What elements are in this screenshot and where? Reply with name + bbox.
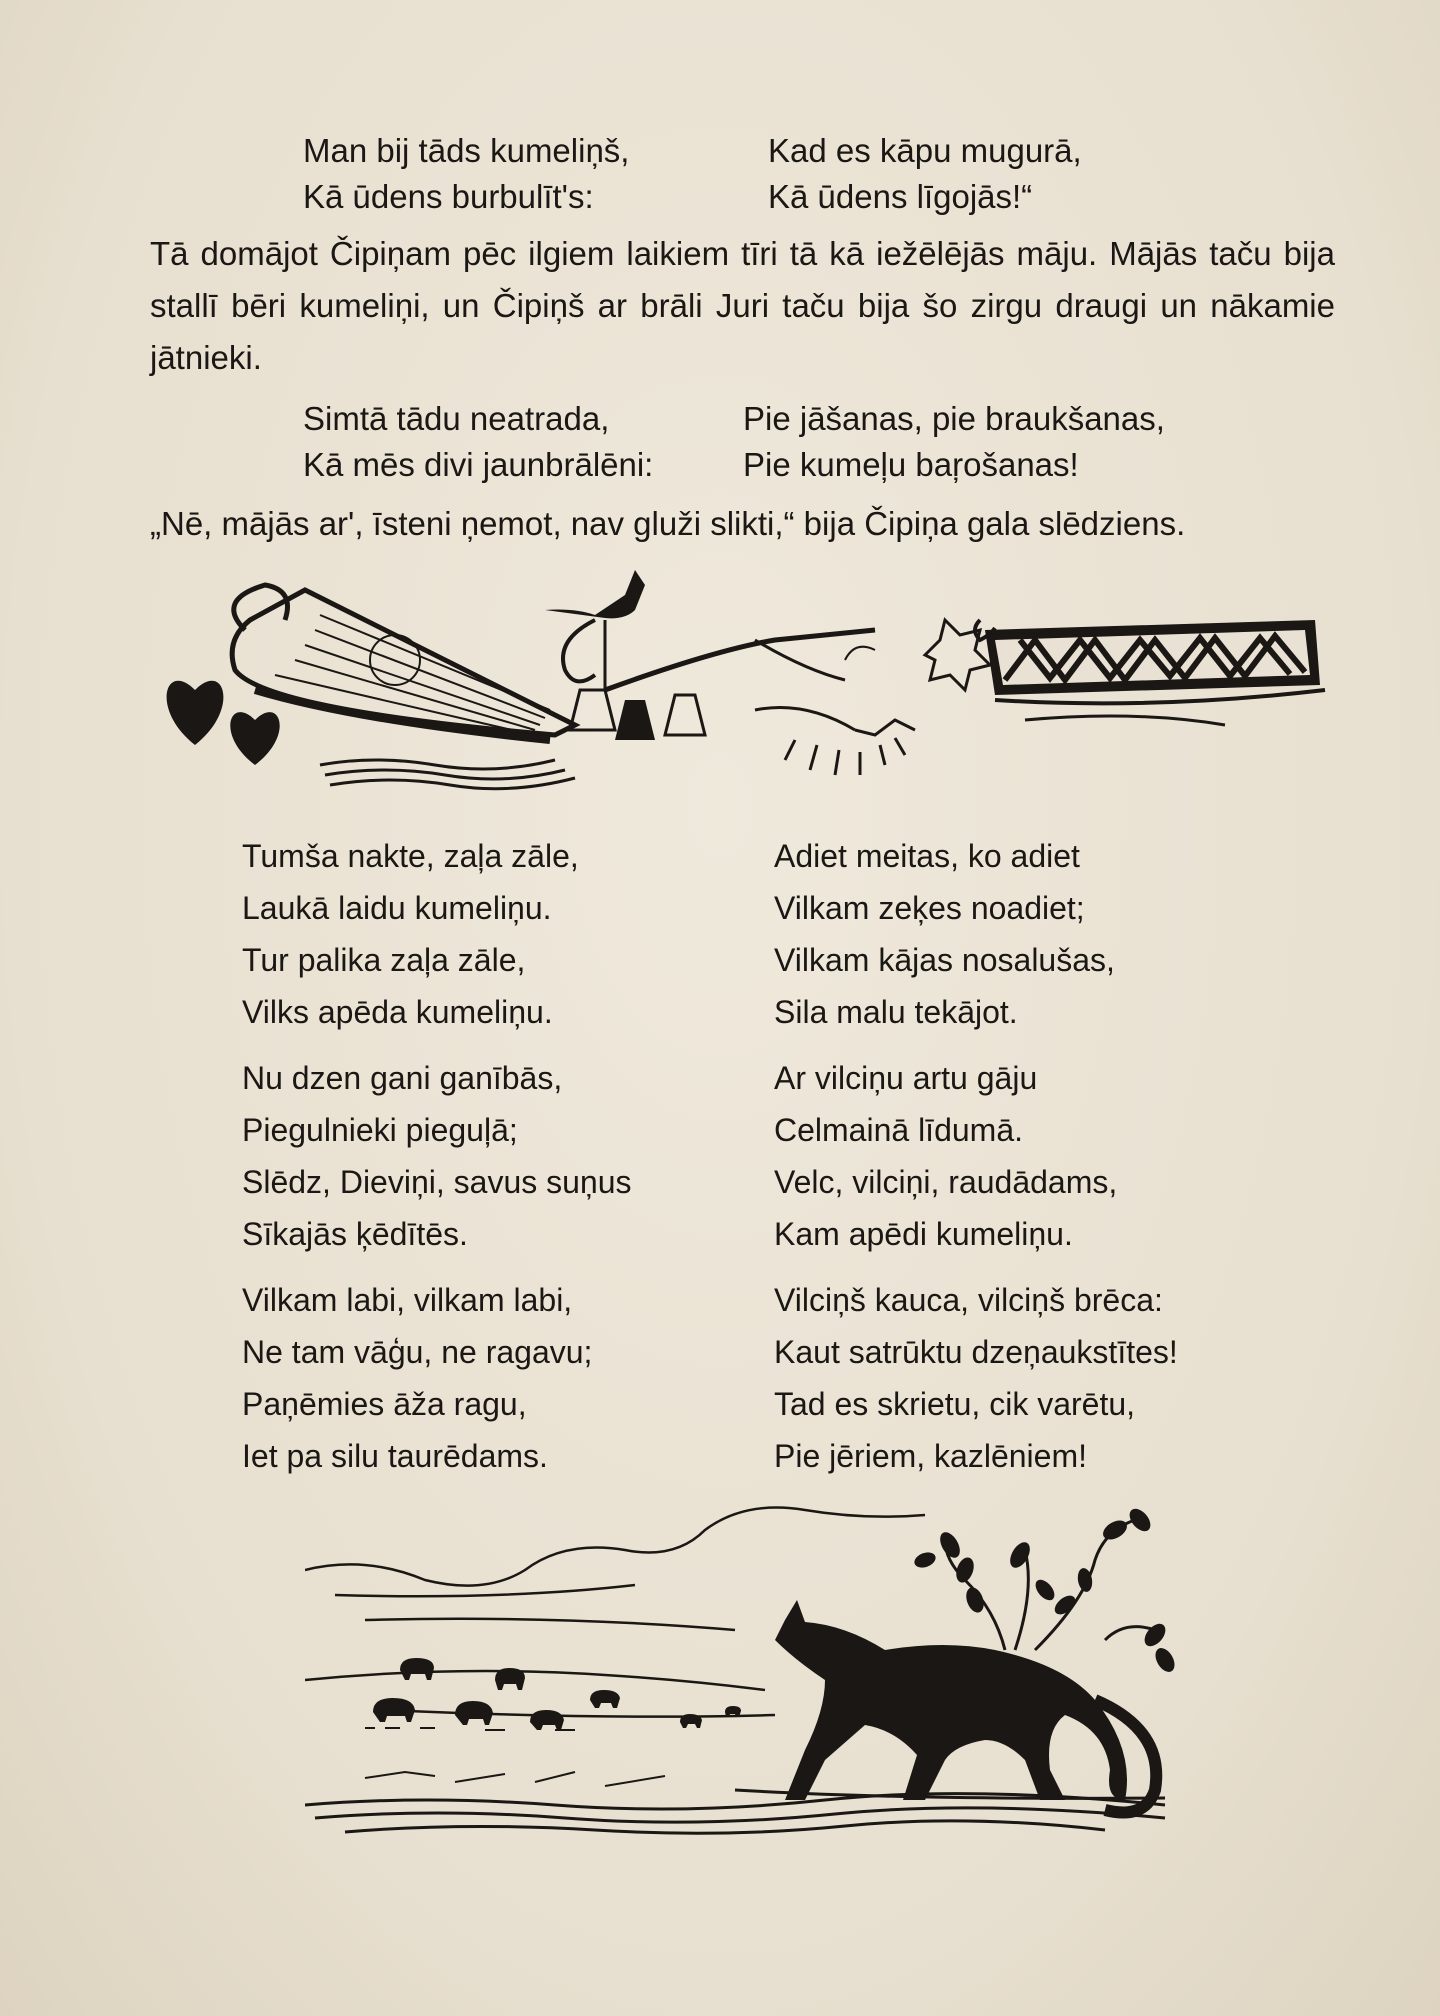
verse-line: Man bij tāds kumeliņš, [303,132,630,169]
verse-line: Kad es kāpu mugurā, [768,132,1082,169]
verse-line: Velc, vilciņi, raudādams, [774,1164,1118,1200]
verse-line: Pie jēriem, kazlēniem! [774,1438,1087,1474]
verse-line: Laukā laidu kumeliņu. [242,890,552,926]
stanza [242,1274,774,1482]
verse-2-left [303,396,743,488]
verse-line: Pie jāšanas, pie braukšanas, [743,400,1165,437]
verse-line: Tur palika zaļa zāle, [242,942,526,978]
verse-line: Ne tam vāģu, ne ragavu; [242,1334,593,1370]
verse-line: Simtā tādu neatrada, [303,400,610,437]
verse-line: Kam apēdi kumeliņu. [774,1216,1073,1252]
verse-line: Iet pa silu taurēdams. [242,1438,548,1474]
wolf-sheep-landscape-vignette [305,1500,1185,1860]
stanza [242,1052,774,1260]
verse-line: Slēdz, Dieviņi, savus suņus [242,1164,632,1200]
verse-line: Piegulnieki pieguļā; [242,1112,518,1148]
stanza [774,1274,1262,1482]
verse-line: Kā ūdens līgojās!“ [768,178,1033,215]
prose-text: „Nē, mājās ar', īsteni ņemot, nav gluži slikti,“ bija Čipiņa gala slēdziens. [150,505,1186,542]
stanza [242,830,774,1038]
verse-line: Vilkam zeķes noadiet; [774,890,1085,926]
verse-line: Vilkam labi, vilkam labi, [242,1282,573,1318]
verse-line: Sīkajās ķēdītēs. [242,1216,468,1252]
verse-line: Celmainā līdumā. [774,1112,1023,1148]
kokle-bird-sun-sash-vignette [155,560,1335,800]
verse-1-left [303,128,768,220]
verse-line: Vilks apēda kumeliņu. [242,994,553,1030]
songs-left-column [242,830,774,1496]
songs-right-column [774,830,1262,1496]
verse-line: Paņēmies āža ragu, [242,1386,527,1422]
verse-line: Ar vilciņu artu gāju [774,1060,1038,1096]
verse-line: Vilkam kājas nosalušas, [774,942,1115,978]
verse-line: Nu dzen gani ganībās, [242,1060,563,1096]
stanza [774,830,1262,1038]
verse-line: Kaut satrūktu dzeņaukstītes! [774,1334,1178,1370]
verse-line: Kā mēs divi jaunbrālēni: [303,446,654,483]
song-columns [242,830,1262,1496]
verse-2 [303,396,1303,488]
prose-paragraph-1 [150,228,1335,384]
verse-line: Vilciņš kauca, vilciņš brēca: [774,1282,1163,1318]
prose-text: Tā domājot Čipiņam pēc ilgiem laikiem tīri tā kā iežēlējās māju. Mājās taču bija stallī bēri kumeliņi, un Čipiņš ar brāli Juri taču bija šo zirgu draugi un nākamie jātnieki. [150,235,1335,376]
verse-line: Tad es skrietu, cik varētu, [774,1386,1136,1422]
verse-line: Adiet meitas, ko adiet [774,838,1080,874]
stanza [774,1052,1262,1260]
prose-paragraph-2 [150,498,1335,550]
verse-2-right [743,396,1228,488]
verse-line: Sila malu tekājot. [774,994,1018,1030]
verse-line: Tumša nakte, zaļa zāle, [242,838,579,874]
verse-1 [303,128,1303,220]
verse-1-right [768,128,1228,220]
verse-line: Pie kumeļu baŗošanas! [743,446,1079,483]
verse-line: Kā ūdens burbulīt's: [303,178,594,215]
